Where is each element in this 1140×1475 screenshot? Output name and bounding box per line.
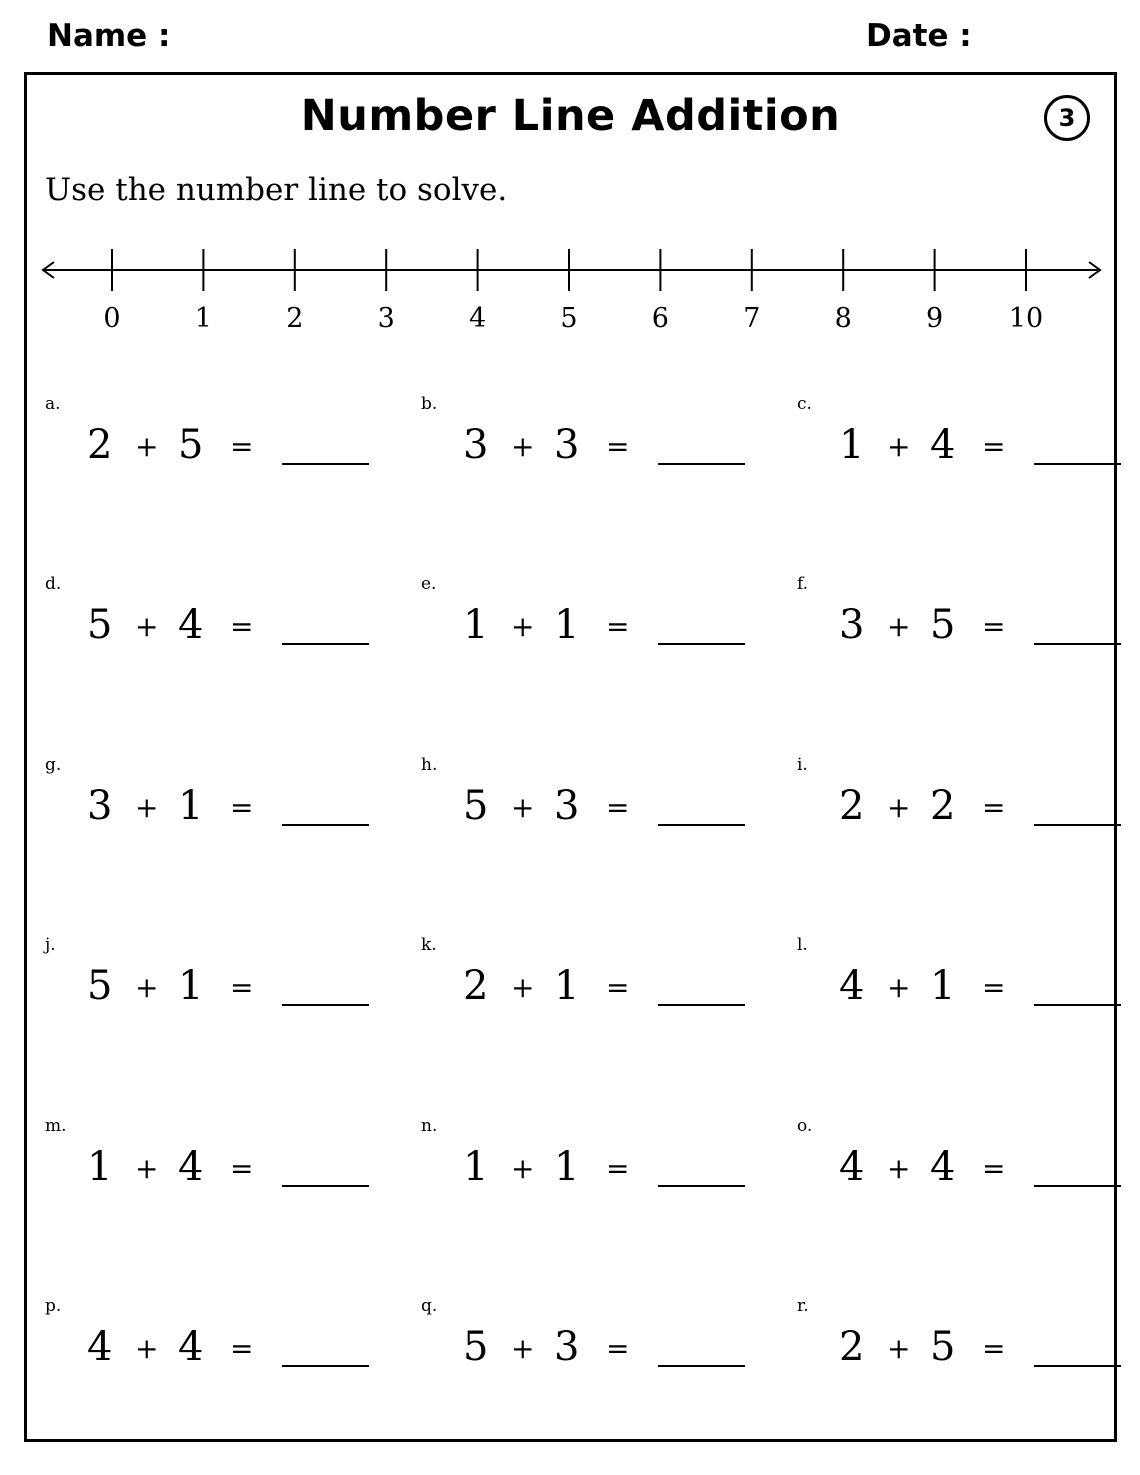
equals-sign: = (230, 430, 254, 463)
problem-k (421, 934, 761, 1044)
plus-sign: + (887, 1332, 911, 1365)
second-addend: 2 (930, 783, 956, 829)
plus-sign: + (135, 430, 159, 463)
equals-sign: = (230, 791, 254, 824)
first-addend: 4 (87, 1324, 113, 1370)
problem-n (421, 1115, 761, 1225)
problem-label: o. (797, 1116, 813, 1136)
problem-label: p. (45, 1296, 62, 1316)
problem-label: b. (421, 394, 438, 414)
problem-label: c. (797, 394, 812, 414)
problem-h (421, 754, 761, 864)
second-addend: 1 (930, 963, 956, 1009)
answer-blank[interactable] (282, 1185, 369, 1187)
answer-blank[interactable] (282, 463, 369, 465)
plus-sign: + (511, 1332, 535, 1365)
plus-sign: + (135, 971, 159, 1004)
first-addend: 2 (87, 422, 113, 468)
problem-i (797, 754, 1137, 864)
plus-sign: + (887, 1152, 911, 1185)
problem-e (421, 573, 761, 683)
problem-label: d. (45, 574, 62, 594)
first-addend: 1 (839, 422, 865, 468)
answer-blank[interactable] (658, 1004, 745, 1006)
answer-blank[interactable] (658, 1185, 745, 1187)
plus-sign: + (511, 610, 535, 643)
first-addend: 2 (839, 1324, 865, 1370)
answer-blank[interactable] (282, 1004, 369, 1006)
problem-q (421, 1295, 761, 1405)
instruction-text: Use the number line to solve. (45, 172, 508, 208)
second-addend: 3 (554, 422, 580, 468)
problem-label: l. (797, 935, 808, 955)
first-addend: 2 (463, 963, 489, 1009)
plus-sign: + (887, 791, 911, 824)
answer-blank[interactable] (658, 463, 745, 465)
date-label: Date : (866, 18, 972, 54)
plus-sign: + (511, 791, 535, 824)
first-addend: 5 (463, 1324, 489, 1370)
problem-o (797, 1115, 1137, 1225)
plus-sign: + (135, 1152, 159, 1185)
problem-l (797, 934, 1137, 1044)
answer-blank[interactable] (282, 824, 369, 826)
problem-label: e. (421, 574, 437, 594)
first-addend: 4 (839, 963, 865, 1009)
page-number-badge: 3 (1044, 95, 1090, 141)
equals-sign: = (982, 971, 1006, 1004)
plus-sign: + (887, 971, 911, 1004)
problem-a (45, 393, 385, 503)
worksheet-frame (24, 72, 1117, 1442)
answer-blank[interactable] (1034, 1365, 1121, 1367)
tick-label-3: 3 (377, 303, 395, 334)
first-addend: 3 (839, 602, 865, 648)
plus-sign: + (887, 430, 911, 463)
second-addend: 4 (930, 1144, 956, 1190)
problem-label: f. (797, 574, 809, 594)
second-addend: 5 (930, 602, 956, 648)
plus-sign: + (887, 610, 911, 643)
second-addend: 3 (554, 1324, 580, 1370)
problem-c (797, 393, 1137, 503)
answer-blank[interactable] (1034, 1185, 1121, 1187)
answer-blank[interactable] (282, 1365, 369, 1367)
equals-sign: = (606, 791, 630, 824)
second-addend: 5 (930, 1324, 956, 1370)
first-addend: 1 (463, 602, 489, 648)
problem-d (45, 573, 385, 683)
problem-label: q. (421, 1296, 438, 1316)
second-addend: 1 (554, 602, 580, 648)
first-addend: 3 (463, 422, 489, 468)
tick-label-10: 10 (1008, 303, 1044, 334)
tick-label-4: 4 (469, 303, 487, 334)
first-addend: 4 (839, 1144, 865, 1190)
tick-label-6: 6 (651, 303, 669, 334)
second-addend: 3 (554, 783, 580, 829)
second-addend: 4 (178, 1324, 204, 1370)
number-line (27, 75, 1114, 345)
problem-label: i. (797, 755, 808, 775)
equals-sign: = (606, 971, 630, 1004)
tick-label-0: 0 (103, 303, 121, 334)
answer-blank[interactable] (1034, 463, 1121, 465)
problem-label: n. (421, 1116, 438, 1136)
second-addend: 1 (178, 963, 204, 1009)
problem-label: a. (45, 394, 61, 414)
first-addend: 5 (87, 963, 113, 1009)
problem-f (797, 573, 1137, 683)
problem-label: h. (421, 755, 438, 775)
equals-sign: = (982, 1152, 1006, 1185)
answer-blank[interactable] (1034, 1004, 1121, 1006)
first-addend: 1 (463, 1144, 489, 1190)
tick-label-8: 8 (834, 303, 852, 334)
answer-blank[interactable] (658, 1365, 745, 1367)
equals-sign: = (982, 1332, 1006, 1365)
problem-m (45, 1115, 385, 1225)
problem-p (45, 1295, 385, 1405)
plus-sign: + (135, 1332, 159, 1365)
name-label: Name : (47, 18, 171, 54)
first-addend: 3 (87, 783, 113, 829)
problem-g (45, 754, 385, 864)
equals-sign: = (606, 430, 630, 463)
worksheet-title: Number Line Addition (300, 91, 841, 141)
equals-sign: = (606, 1152, 630, 1185)
first-addend: 1 (87, 1144, 113, 1190)
equals-sign: = (230, 610, 254, 643)
plus-sign: + (511, 1152, 535, 1185)
problem-b (421, 393, 761, 503)
first-addend: 5 (463, 783, 489, 829)
second-addend: 1 (554, 963, 580, 1009)
tick-label-5: 5 (560, 303, 578, 334)
plus-sign: + (135, 791, 159, 824)
plus-sign: + (135, 610, 159, 643)
problem-label: r. (797, 1296, 809, 1316)
second-addend: 4 (930, 422, 956, 468)
equals-sign: = (230, 971, 254, 1004)
second-addend: 4 (178, 602, 204, 648)
problem-r (797, 1295, 1137, 1405)
plus-sign: + (511, 971, 535, 1004)
answer-blank[interactable] (282, 643, 369, 645)
first-addend: 5 (87, 602, 113, 648)
answer-blank[interactable] (1034, 824, 1121, 826)
tick-label-2: 2 (286, 303, 304, 334)
problem-label: m. (45, 1116, 67, 1136)
second-addend: 5 (178, 422, 204, 468)
equals-sign: = (982, 430, 1006, 463)
tick-label-1: 1 (194, 303, 212, 334)
answer-blank[interactable] (658, 643, 745, 645)
second-addend: 1 (554, 1144, 580, 1190)
second-addend: 4 (178, 1144, 204, 1190)
equals-sign: = (982, 791, 1006, 824)
tick-label-9: 9 (926, 303, 944, 334)
equals-sign: = (230, 1332, 254, 1365)
tick-label-7: 7 (743, 303, 761, 334)
answer-blank[interactable] (1034, 643, 1121, 645)
problem-label: j. (45, 935, 56, 955)
equals-sign: = (230, 1152, 254, 1185)
answer-blank[interactable] (658, 824, 745, 826)
plus-sign: + (511, 430, 535, 463)
second-addend: 1 (178, 783, 204, 829)
equals-sign: = (606, 610, 630, 643)
problem-label: g. (45, 755, 62, 775)
equals-sign: = (606, 1332, 630, 1365)
problem-j (45, 934, 385, 1044)
equals-sign: = (982, 610, 1006, 643)
problem-label: k. (421, 935, 437, 955)
first-addend: 2 (839, 783, 865, 829)
